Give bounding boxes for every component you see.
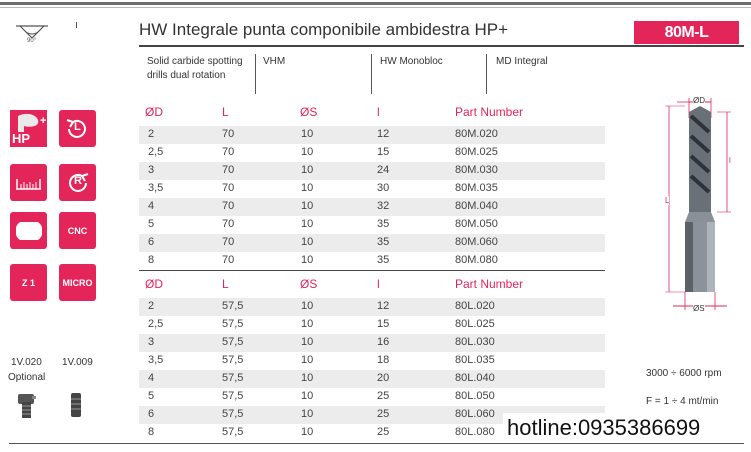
table-cell: 25 <box>377 408 390 420</box>
col-head-small-l: l <box>377 277 380 291</box>
table-cell: 10 <box>301 372 314 384</box>
micro-label: MICRO <box>62 277 93 288</box>
table-cell: 20 <box>377 372 390 384</box>
col-head-part-number: Part Number <box>455 105 524 119</box>
table-cell: 10 <box>301 128 314 140</box>
table-cell: 80M.080 <box>455 254 498 266</box>
table-cell: 57,5 <box>222 390 244 402</box>
table-cell: 2 <box>148 300 155 312</box>
table-cell: 8 <box>148 426 155 438</box>
z1-icon <box>10 264 47 301</box>
table-cell: 57,5 <box>222 408 244 420</box>
table-divider <box>139 270 605 271</box>
cnc-label: CNC <box>67 225 88 236</box>
table-cell: 80M.035 <box>455 182 498 194</box>
table-cell: 32 <box>377 200 390 212</box>
table-cell: 10 <box>301 182 314 194</box>
table-cell: 24 <box>377 164 390 176</box>
table-cell: 4 <box>148 372 155 384</box>
table-cell: 57,5 <box>222 426 244 438</box>
table-cell: 2 <box>148 128 155 140</box>
rotation-l-label: L <box>74 121 81 133</box>
table-cell: 10 <box>301 336 314 348</box>
bottom-rule <box>9 443 744 444</box>
table-cell: 16 <box>377 336 390 348</box>
table-cell: 10 <box>301 218 314 230</box>
table-cell: 30 <box>377 182 390 194</box>
table-cell: 10 <box>301 426 314 438</box>
table-row <box>139 162 605 180</box>
top-rule-thin <box>0 7 751 8</box>
cnc-icon <box>59 212 96 249</box>
table-cell: 10 <box>301 354 314 366</box>
table-cell: 3 <box>148 164 155 176</box>
col-head-d: ØD <box>145 105 163 119</box>
table-cell: 80M.030 <box>455 164 498 176</box>
table-cell: 10 <box>301 146 314 158</box>
col-head-l: L <box>222 105 229 119</box>
dimension-s-label: ØS <box>693 304 705 313</box>
table-cell: 2,5 <box>148 146 164 158</box>
table-row <box>139 198 605 216</box>
category-solid-carbide <box>147 55 252 83</box>
table-cell: 25 <box>377 426 390 438</box>
left-rotation-icon <box>59 110 96 147</box>
table-cell: 10 <box>301 200 314 212</box>
table-cell: 15 <box>377 318 390 330</box>
table-cell: 57,5 <box>222 354 244 366</box>
table-row <box>139 352 605 370</box>
table-cell: 70 <box>222 128 235 140</box>
table-cell: 57,5 <box>222 372 244 384</box>
table-cell: 80L.050 <box>455 390 495 402</box>
countersink-angle-icon <box>14 18 50 48</box>
table-cell: 35 <box>377 236 390 248</box>
category-hw-monobloc <box>380 55 443 69</box>
micro-icon <box>59 264 96 301</box>
table-row <box>139 298 605 316</box>
category-divider <box>371 54 372 94</box>
table-cell: 10 <box>301 164 314 176</box>
table-cell: 70 <box>222 236 235 248</box>
right-rotation-icon <box>59 164 96 201</box>
table-cell: 10 <box>301 318 314 330</box>
table-cell: 80L.035 <box>455 354 495 366</box>
table-cell: 70 <box>222 164 235 176</box>
table-cell: 3 <box>148 336 155 348</box>
accessory-1-note: Optional <box>8 372 46 383</box>
table-cell: 12 <box>377 300 390 312</box>
category-divider <box>486 54 487 94</box>
table-cell: 18 <box>377 354 390 366</box>
table-cell: 57,5 <box>222 300 244 312</box>
header-underline <box>139 45 744 47</box>
table-cell: 10 <box>301 408 314 420</box>
table-cell: 80M.025 <box>455 146 498 158</box>
table-cell: 70 <box>222 254 235 266</box>
table-cell: 80L.020 <box>455 300 495 312</box>
table-cell: 70 <box>222 218 235 230</box>
product-code-badge: 80M-L <box>634 21 739 44</box>
tick-mark <box>76 22 77 28</box>
accessory-2-code: 1V.009 <box>62 357 93 368</box>
screw-icon <box>70 392 82 423</box>
table-row <box>139 126 605 144</box>
category-vhm <box>263 55 285 69</box>
table-row <box>139 180 605 198</box>
table-cell: 80L.080 <box>455 426 495 438</box>
table-cell: 35 <box>377 254 390 266</box>
z1-label: Z 1 <box>21 277 35 288</box>
table-cell: 3,5 <box>148 182 164 194</box>
category-text: MD Integral <box>496 56 548 67</box>
category-divider <box>255 54 256 94</box>
table-cell: 80L.040 <box>455 372 495 384</box>
table-cell: 57,5 <box>222 318 244 330</box>
table-cell: 6 <box>148 408 155 420</box>
table-cell: 5 <box>148 390 155 402</box>
feed-spec: F = 1 ÷ 4 mt/min <box>646 396 719 407</box>
table-cell: 35 <box>377 218 390 230</box>
table-row <box>139 234 605 252</box>
drill-drawing <box>655 92 745 322</box>
table-cell: 80L.060 <box>455 408 495 420</box>
table-cell: 10 <box>301 254 314 266</box>
shank-shape-icon <box>10 212 47 249</box>
category-text: VHM <box>263 56 286 67</box>
category-text: HW Monobloc <box>380 56 443 67</box>
dimension-l-small-label: l <box>729 156 731 165</box>
hp-label: HP <box>12 131 31 146</box>
svg-text:+: + <box>40 115 47 127</box>
table-cell: 25 <box>377 390 390 402</box>
table-cell: 12 <box>377 128 390 140</box>
table-cell: 10 <box>301 300 314 312</box>
hp-plus-icon <box>10 110 47 147</box>
table-cell: 3,5 <box>148 354 164 366</box>
table-row <box>139 216 605 234</box>
set-screw-icon <box>16 390 38 429</box>
table-cell: 57,5 <box>222 336 244 348</box>
table-cell: 80M.050 <box>455 218 498 230</box>
table-cell: 80L.025 <box>455 318 495 330</box>
table-cell: 70 <box>222 146 235 158</box>
table-row <box>139 370 605 388</box>
col-head-part-number: Part Number <box>455 277 524 291</box>
col-head-s: ØS <box>300 277 318 291</box>
table-cell: 10 <box>301 390 314 402</box>
table-cell: 8 <box>148 254 155 266</box>
table-row <box>139 252 605 270</box>
col-head-d: ØD <box>145 277 163 291</box>
col-head-s: ØS <box>300 105 318 119</box>
dimension-d-label: ØD <box>693 96 705 105</box>
table-cell: 4 <box>148 200 155 212</box>
dimension-l-label: L <box>665 196 670 205</box>
rotation-r-label: R <box>74 175 82 187</box>
table-cell: 80M.040 <box>455 200 498 212</box>
table-cell: 15 <box>377 146 390 158</box>
table-cell: 70 <box>222 182 235 194</box>
page-title: HW Integrale punta componibile ambidestra HP+ <box>139 20 508 39</box>
table-cell: 70 <box>222 200 235 212</box>
angle-label: 90° <box>27 38 37 44</box>
top-rule <box>0 2 751 5</box>
col-head-l: L <box>222 277 229 291</box>
category-text: Solid carbide spotting drills dual rotation <box>147 56 243 81</box>
accessory-1-code: 1V.020 <box>11 357 42 368</box>
rpm-spec: 3000 ÷ 6000 rpm <box>646 368 722 379</box>
table-cell: 6 <box>148 236 155 248</box>
table-cell: 80L.030 <box>455 336 495 348</box>
category-md-integral <box>496 55 548 69</box>
table-cell: 80M.060 <box>455 236 498 248</box>
table-cell: 5 <box>148 218 155 230</box>
table-row <box>139 388 605 406</box>
table-row <box>139 316 605 334</box>
table-cell: 80M.020 <box>455 128 498 140</box>
table-row <box>139 144 605 162</box>
table-cell: 2,5 <box>148 318 164 330</box>
table-row <box>139 334 605 352</box>
depth-scale-icon <box>10 164 47 201</box>
table-cell: 10 <box>301 236 314 248</box>
hotline-overlay: hotline:0935386699 <box>503 413 704 443</box>
col-head-small-l: l <box>377 105 380 119</box>
